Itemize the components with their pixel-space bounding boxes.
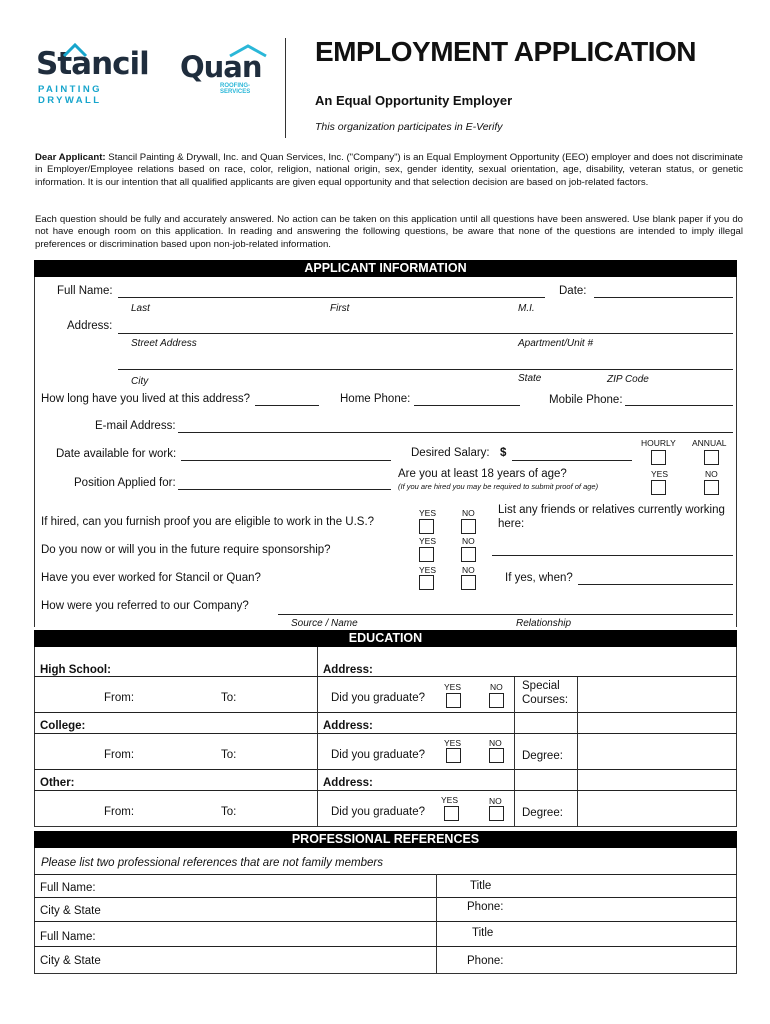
college-to-label: To: [221,749,237,761]
email-label: E-mail Address: [95,420,176,432]
high-school-from-label: From: [104,692,135,704]
references-note: Please list two professional references that are not family members [41,857,383,869]
how-long-field[interactable] [255,405,319,406]
ref1-city-state-label: City & State [40,905,101,917]
proof-no-label: NO [462,508,475,518]
college-degree-label: Degree: [522,750,563,762]
applicant-section-left-border [34,277,35,627]
education-header: EDUCATION [34,630,737,647]
sponsor-no-label: NO [462,536,475,546]
dollar-sign: $ [500,447,507,459]
desired-salary-field[interactable] [512,460,632,461]
date-available-field[interactable] [181,460,391,461]
instructions-paragraph: Each question should be fully and accurately answered. No action can be taken on this application until all questions have been answered. Use blank paper if you do not have enough room on this application. In reading and answering the following questions, be aware that none of the questions are intended to imply illegal preferences or discrimination based upon non-job-related information. [35,214,743,250]
education-subrow-1 [34,676,737,677]
relationship-caption: Relationship [516,618,572,629]
ref1-full-name-field[interactable] [34,897,737,898]
ref2-phone-label: Phone: [467,955,504,967]
education-row-divider-2 [34,769,737,770]
age-no-checkbox[interactable] [704,480,719,495]
worked-no-checkbox[interactable] [461,575,476,590]
high-school-yes-checkbox[interactable] [446,693,461,708]
address-label: Address: [67,320,113,332]
other-graduate-question: Did you graduate? [331,806,425,818]
other-degree-label: Degree: [522,807,563,819]
how-long-label: How long have you lived at this address? [41,393,251,405]
other-to-label: To: [221,806,237,818]
full-name-label: Full Name: [57,285,113,297]
college-yes-label: YES [444,738,462,748]
other-yes-label: YES [441,795,459,805]
roof-icon [228,44,268,58]
other-school-label: Other: [40,777,75,789]
page-title: EMPLOYMENT APPLICATION [315,36,696,67]
position-field[interactable] [178,489,391,490]
applicant-information-header: APPLICANT INFORMATION [34,260,737,277]
source-name-caption: Source / Name [291,618,358,629]
apartment-caption: Apartment/Unit # [518,338,594,349]
eeo-paragraph [35,152,743,189]
mobile-phone-field[interactable] [625,405,733,406]
friends-relatives-field[interactable] [492,555,733,556]
middle-initial-caption: M.I. [518,303,535,314]
college-no-checkbox[interactable] [489,748,504,763]
sponsor-yes-checkbox[interactable] [419,547,434,562]
everify-note: This organization participates in E-Verify [315,121,503,133]
high-school-yes-label: YES [444,682,462,692]
mobile-phone-label: Mobile Phone: [549,394,623,406]
referral-question: How were you referred to our Company? [41,600,249,612]
desired-salary-label: Desired Salary: [411,447,490,459]
sponsor-yes-label: YES [419,536,437,546]
high-school-to-label: To: [221,692,237,704]
city-state-zip-field[interactable] [118,369,733,370]
other-yes-checkbox[interactable] [444,806,459,821]
date-available-label: Date available for work: [56,448,177,460]
page-subtitle: An Equal Opportunity Employer [315,93,513,108]
full-name-field[interactable] [118,297,545,298]
college-no-label: NO [489,738,502,748]
street-address-caption: Street Address [131,338,197,349]
paintbrush-icon [62,42,88,58]
worked-no-label: NO [462,565,475,575]
professional-references-header: PROFESSIONAL REFERENCES [34,831,737,848]
applicant-section-right-border [736,277,737,627]
education-column-divider [317,647,318,826]
references-column-divider [436,874,437,973]
special-courses-label: Special Courses: [522,680,569,706]
age-question: Are you at least 18 years of age? [398,468,567,480]
other-no-label: NO [489,796,502,806]
education-row-divider-1 [34,712,737,713]
ref1-full-name-label: Full Name: [40,882,96,894]
state-caption: State [518,373,542,384]
high-school-no-checkbox[interactable] [489,693,504,708]
home-phone-field[interactable] [414,405,520,406]
zip-caption: ZIP Code [607,374,649,385]
age-yes-label: YES [651,469,669,479]
age-yes-checkbox[interactable] [651,480,666,495]
ref1-title-label: Title [470,880,492,892]
high-school-label: High School: [40,664,111,676]
email-field[interactable] [178,432,733,433]
annual-label: ANNUAL [692,438,727,448]
annual-checkbox[interactable] [704,450,719,465]
worked-yes-checkbox[interactable] [419,575,434,590]
quan-logo-tagline: ROOFING-SERVICES [220,83,251,95]
high-school-address-label: Address: [323,664,373,676]
last-name-caption: Last [131,303,150,314]
friends-relatives-question: List any friends or relatives currently working here: [498,504,725,530]
education-subrow-3 [34,790,737,791]
date-label: Date: [559,285,587,297]
quan-logo-name: Quan [180,50,262,84]
ref2-full-name-label: Full Name: [40,931,96,943]
other-no-checkbox[interactable] [489,806,504,821]
college-address-label: Address: [323,720,373,732]
worked-yes-label: YES [419,565,437,575]
ref2-title-label: Title [472,927,494,939]
city-caption: City [131,376,149,387]
worked-before-question: Have you ever worked for Stancil or Quan? [41,572,261,584]
education-subrow-2 [34,733,737,734]
ref1-phone-label: Phone: [467,901,504,913]
street-address-field[interactable] [118,333,733,334]
first-name-caption: First [330,303,350,314]
stancil-logo-tagline: PAINTING DRYWALL [38,84,102,106]
high-school-graduate-question: Did you graduate? [331,692,425,704]
eeo-text: Stancil Painting & Drywall, Inc. and Quan Services, Inc. ("Company") is an Equal Employment Opportunity (EEO) employer and does not discriminate in Employer/Employee relations based on race, color, religion, national origin, sex, gender identity, sexual orientation, age, disability, veteran status, or genetic information. It is our intention that all qualified applicants are given equal opportunity and that selection decision are based on job-related factors. [35,152,743,188]
other-address-label: Address: [323,777,373,789]
header-divider [285,38,286,138]
other-from-label: From: [104,806,135,818]
references-note-divider [34,874,737,875]
ref1-divider [34,921,737,922]
age-proof-note: (If you are hired you may be required to submit proof of age) [398,482,599,491]
ref2-full-name-field[interactable] [34,946,737,947]
education-table [34,647,737,827]
hourly-checkbox[interactable] [651,450,666,465]
position-label: Position Applied for: [74,477,176,489]
education-column-divider-right [577,676,578,826]
college-label: College: [40,720,86,732]
date-field[interactable] [594,297,733,298]
salutation: Dear Applicant: [35,152,106,163]
high-school-no-label: NO [490,682,503,692]
sponsor-no-checkbox[interactable] [461,547,476,562]
college-from-label: From: [104,749,135,761]
home-phone-label: Home Phone: [340,393,411,405]
hourly-label: HOURLY [641,438,676,448]
proof-no-checkbox[interactable] [461,519,476,534]
quan-logo [180,50,280,100]
if-yes-when-label: If yes, when? [505,572,573,584]
college-graduate-question: Did you graduate? [331,749,425,761]
stancil-logo [36,46,166,106]
college-yes-checkbox[interactable] [446,748,461,763]
ref2-city-state-label: City & State [40,955,101,967]
proof-yes-label: YES [419,508,437,518]
proof-yes-checkbox[interactable] [419,519,434,534]
if-yes-when-field[interactable] [578,584,733,585]
stancil-logo-name: Stancil [36,46,149,82]
referral-field[interactable] [278,614,733,615]
work-eligibility-question: If hired, can you furnish proof you are eligible to work in the U.S.? [41,516,375,528]
education-column-divider-mid [514,676,515,826]
age-no-label: NO [705,469,718,479]
sponsorship-question: Do you now or will you in the future require sponsorship? [41,544,331,556]
